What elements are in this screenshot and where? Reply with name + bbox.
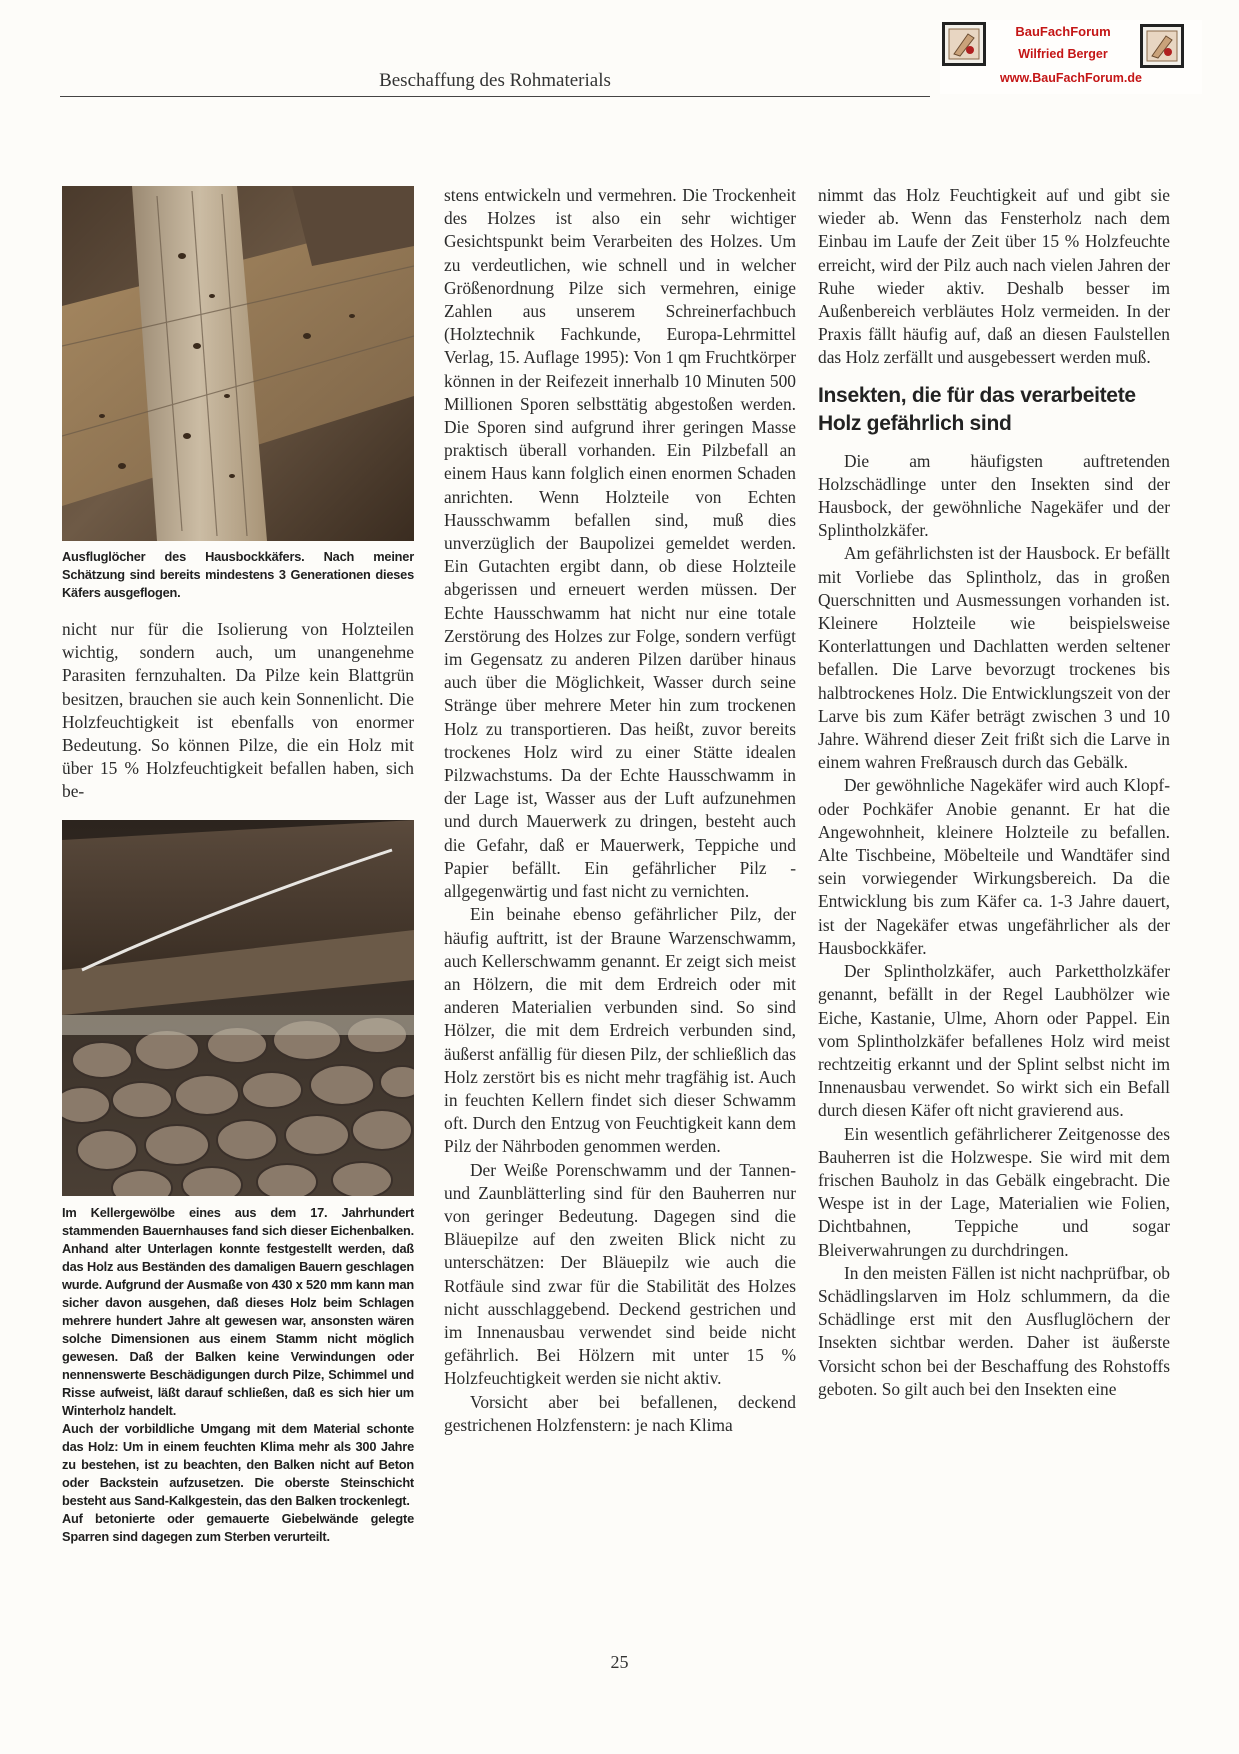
column-middle (444, 184, 796, 1437)
body-paragraph: Ein wesentlich gefährlicherer Zeitgenosse des Bauherren ist die Holzwespe. Sie wird mit dem frischen Bauholz in das Gebälk eingebracht. Die Wespe ist in der Lage, Materialien wie Folien, Dichtbahnen, Teppiche und sogar Bleiverwahrungen zu durchdringen. (818, 1123, 1170, 1260)
stamp-author: Wilfried Berger (1018, 47, 1108, 61)
document-seal-icon (942, 22, 986, 66)
document-seal-icon (1140, 24, 1184, 68)
caption-top-photo: Ausfluglöcher des Hausbockkäfers. Nach meiner Schätzung sind bereits mindestens 3 Generationen dieses Käfers ausgeflogen. (62, 549, 414, 600)
stamp-url: www.BauFachForum.de (1000, 71, 1142, 85)
photo-cellar-oak-beam (62, 820, 414, 1196)
running-head: Beschaffung des Rohmaterials (379, 70, 611, 91)
bau-fach-forum-stamp (940, 20, 1202, 94)
stamp-title: BauFachForum (1015, 24, 1111, 39)
body-paragraph: Der gewöhnliche Nagekäfer wird auch Klopf- oder Pochkäfer Anobie genannt. Er hat die Angewohnheit, kleinere Holzteile zu befallen. Alte Tischbeine, Möbelteile und Wandtäfer sind sein vorwiegender Wirkungsbereich. Da die Entwicklung bis zum Käfer ca. 1-3 Jahre dauert, ist der Nagekäfer etwas ungefährlicher als der Hausbockkäfer. (818, 775, 1170, 958)
body-paragraph: Die am häufigsten auftretenden Holzschädlinge unter den Insekten sind der Hausbock, der gewöhnliche Nagekäfer und der Splintholzkäfer. (818, 450, 1170, 541)
caption-line: Im Kellergewölbe eines aus dem 17. Jahrhundert stammenden Bauernhauses fand sich dieser Eichenbalken. Anhand alter Unterlagen konnte festgestellt werden, daß das Holz aus Beständen des damaligen Bauern geschlagen wurde. Aufgrund der Ausmaße von 430 x 520 mm kann man sicher davon ausgehen, daß dieses Holz beim Schlagen mehrere hundert Jahre alt gewesen war, ansonsten wären solche Dimensionen aus einem Stamm nicht möglich gewesen. Daß der Balken keine Verwindungen oder nennenswerte Beschädigungen durch Pilze, Schimmel und Risse aufweist, läßt darauf schließen, daß es sich hier um Winterholz handelt. (62, 1205, 414, 1418)
section-heading: Insekten, die für das verarbeitete Holz gefährlich sind (818, 383, 1136, 435)
body-paragraph: Der Weiße Porenschwamm und der Tannen- und Zaunblätterling sind für den Bauherren nur von geringer Bedeutung. Dagegen sind die Bläuepilze auf den zweiten Blick nicht zu unterschätzen: Der Bläuepilz wie auch die Rotfäule sind zwar für die Stabilität des Holzes nicht ausschlaggebend. Deckend gestrichen und im Innenausbau verwendet sind beide nicht gefährlich. Bei Hölzern mit unter 15 % Holzfeuchtigkeit werden sie nicht aktiv. (444, 1159, 796, 1389)
body-paragraph: Vorsicht aber bei befallenen, deckend gestrichenen Holzfenstern: je nach Klima (444, 1391, 796, 1435)
body-paragraph: stens entwickeln und vermehren. Die Trockenheit des Holzes ist also ein sehr wichtiger Gesichtspunkt beim Verarbeiten des Holzes. Um zu verdeutlichen, wie schnell und in welcher Größenordnung Pilze sich vermehren, einige Zahlen aus unserem Schreinerfachbuch (Holztechnik Fachkunde, Europa-Lehrmittel Verlag, 15. Auflage 1995): Von 1 qm Fruchtkörper können in der Reifezeit innerhalb 10 Minuten 500 Millionen Sporen selbsttätig abgestoßen werden. Die Sporen sind aufgrund ihrer geringen Masse praktisch überall vorhanden. Ein Pilzbefall an einem Haus kann folglich einen enormen Schaden anrichten. Wenn Holzteile von Echten Hausschwamm befallen sind, muß dies unverzüglich der Baupolizei gemeldet werden. Ein Gutachten ergibt dann, ob diese Holzteile abgerissen und erneuert werden müssen. Der Echte Hausschwamm hat nicht nur eine totale Zerstörung des Holzes zur Folge, sondern verfügt im Gegensatz zu anderen Pilzen darüber hinaus auch über die Möglichkeit, Wasser durch seine Stränge über mehrere Meter hin zum trockenen Holz zu transportieren. Das heißt, zuvor bereits trockenes Holz wird zu einer Stätte idealen Pilzwachstums. Da der Echte Hausschwamm in der Lage ist, Wasser aus der Luft aufzunehmen und durch Mauerwerk zu dringen, besteht auch die Gefahr, daß er Mauerwerk, Teppiche und Papier befällt. Ein gefährlicher Pilz - allgegenwärtig und fast nicht zu vernichten. (444, 185, 796, 902)
page-number: 25 (610, 1652, 629, 1672)
caption-line: Auch der vorbildliche Umgang mit dem Material schonte das Holz: Um in einem feuchten Klima mehr als 300 Jahre zu bestehen, ist zu beachten, den Balken nicht auf Beton oder Backstein aufzusetzen. Die oberste Steinschicht besteht aus Sand-Kalkgestein, das den Balken trockenlegt. (62, 1421, 414, 1508)
caption-bottom-photo (62, 1204, 414, 1546)
column-right (818, 184, 1170, 1401)
body-paragraph: In den meisten Fällen ist nicht nachprüfbar, ob Schädlingslarven im Holz schlummern, da die Schädlinge erst mit den Ausfluglöchern der Insekten sichtbar werden. Daher ist äußerste Vorsicht schon bei der Beschaffung des Rohstoffs geboten. So gilt auch bei den Insekten eine (818, 1262, 1170, 1399)
header-rule (60, 96, 930, 97)
body-paragraph: nimmt das Holz Feuchtigkeit auf und gibt sie wieder ab. Wenn das Fensterholz nach dem Einbau im Laufe der Zeit über 15 % Holzfeuchte erreicht, wird der Pilz auch nach vielen Jahren der Ruhe wieder aktiv. Deshalb besser im Außenbereich verbläutes Holz vermeiden. In der Praxis fällt häufig auf, daß an diesen Faulstellen das Holz zerfällt und ausgebessert werden muß. (818, 185, 1170, 368)
body-paragraph: Am gefährlichsten ist der Hausbock. Er befällt mit Vorliebe das Splintholz, das in großen Querschnitten und Ausmessungen vorhanden ist. Kleinere Holzteile wie beispielsweise Konterlattungen und Dachlatten werden seltener befallen. Die Larve bevorzugt trockenes bis halbtrockenes Holz. Die Entwicklungszeit von der Larve bis zum Käfer beträgt zwischen 3 und 10 Jahre. Während dieser Zeit frißt sich die Larve in einem wahren Freßrausch durch das Gebälk. (818, 543, 1170, 773)
caption-line: Auf betonierte oder gemauerte Giebelwände gelegte Sparren sind dagegen zum Sterben verurteilt. (62, 1511, 414, 1544)
body-paragraph: Der Splintholzkäfer, auch Parkettholzkäfer genannt, befällt in der Regel Laubhölzer wie Eiche, Kastanie, Ulme, Ahorn oder Pappel. Ein vom Splintholzkäfer befallenes Holz wird meist rechtzeitig erkannt und der Splint selbst nicht im Innenausbau verwendet. So wirkt sich ein Befall durch diesen Käfer oft nicht gravierend aus. (818, 961, 1170, 1121)
body-paragraph: nicht nur für die Isolierung von Holzteilen wichtig, sondern auch, um unangenehme Parasiten fernzuhalten. Da Pilze kein Blattgrün besitzen, brauchen sie auch kein Sonnenlicht. Die Holzfeuchtigkeit ist ebenfalls von enormer Bedeutung. So können Pilze, die ein Holz mit über 15 % Holzfeuchtigkeit befallen haben, sich be- (62, 619, 414, 802)
column-left (62, 618, 414, 804)
body-paragraph: Ein beinahe ebenso gefährlicher Pilz, der häufig auftritt, ist der Braune Warzenschwamm, auch Kellerschwamm genannt. Er zeigt sich meist an Hölzern, die mit dem Erdreich oder mit anderen Materialien verbunden sind. So sind Hölzer, die mit dem Erdreich verbunden sind, äußerst anfällig für diesen Pilz, der schließlich das Holz zerstört bis es nicht mehr tragfähig ist. Auch in feuchten Kellern findet sich dieser Schwamm oft. Durch den Entzug von Feuchtigkeit kann dem Pilz der Nährboden genommen werden. (444, 904, 796, 1157)
photo-beam-exit-holes (62, 186, 414, 541)
